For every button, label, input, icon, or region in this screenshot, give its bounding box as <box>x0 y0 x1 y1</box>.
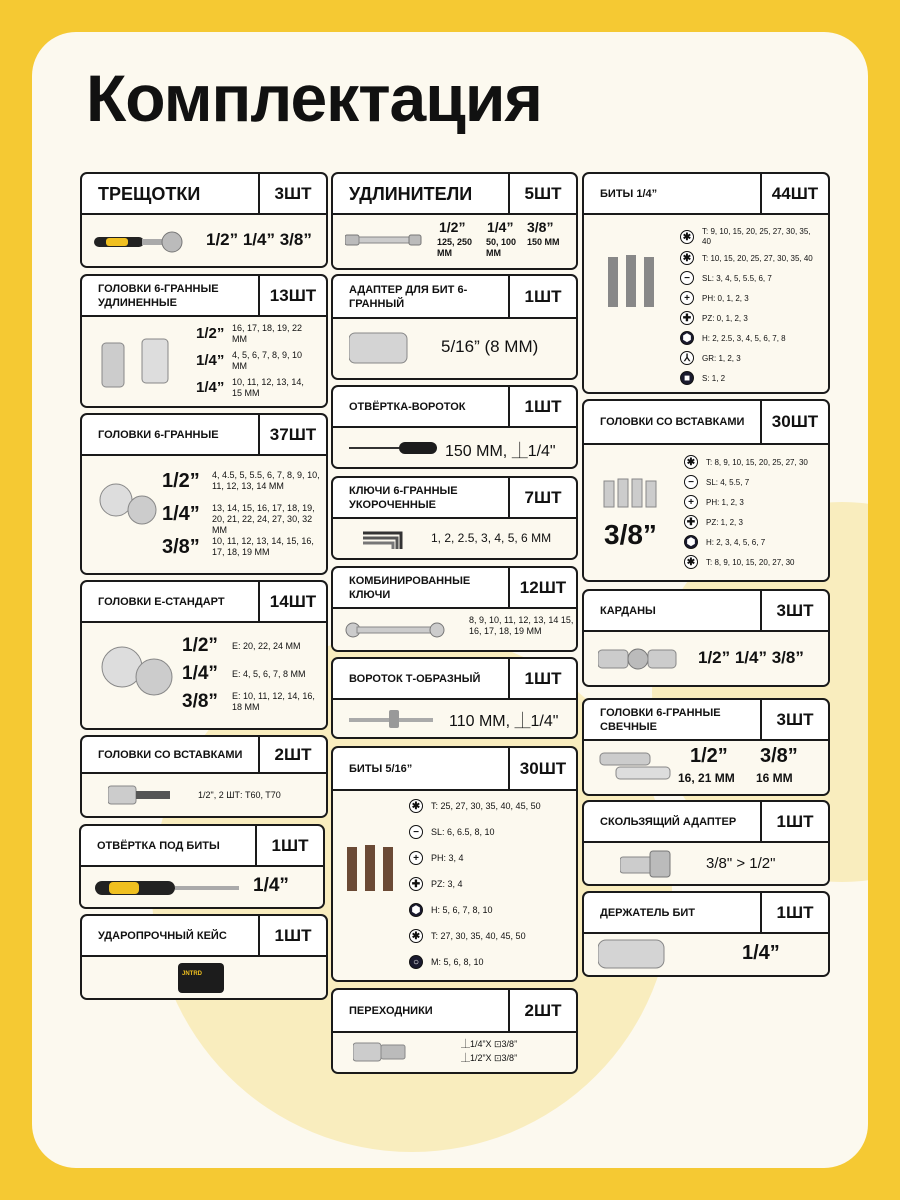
size-label: 3/8” <box>182 691 218 712</box>
bit-socket-text: 1/2", 2 ШТ: T60, T70 <box>198 790 281 800</box>
screwdriver-icon <box>95 877 241 899</box>
card-qty: 1ШТ <box>508 276 576 317</box>
slot-icon: − <box>680 271 694 285</box>
card-bit-adapter <box>331 274 578 380</box>
slide-adapter-size: 3/8" > 1/2" <box>706 855 776 872</box>
card-title: КЛЮЧИ 6-ГРАННЫЕ УКОРОЧЕННЫЕ <box>349 484 458 511</box>
card-slide-adapter <box>582 800 830 886</box>
card-qty: 1ШТ <box>760 802 828 841</box>
size-label: 1/2” <box>196 325 225 342</box>
bit-row-text: T: 25, 27, 30, 35, 40, 45, 50 <box>431 801 541 811</box>
card-spark-sockets <box>582 698 830 796</box>
size-values: E: 20, 22, 24 ММ <box>232 641 301 651</box>
card-title: УДАРОПРОЧНЫЙ КЕЙС <box>98 929 227 942</box>
card-long-sockets <box>80 274 328 408</box>
ratchet-sizes: 1/2” 1/4” 3/8” <box>206 230 312 249</box>
card-qty: 1ШТ <box>255 826 323 865</box>
screwdriver-size: 1/4” <box>253 875 289 896</box>
size-label: 1/4” <box>162 503 200 525</box>
card-case <box>80 914 328 1000</box>
bit-row-text: PH: 1, 2, 3 <box>706 497 744 507</box>
bit-row-text: M: 5, 6, 8, 10 <box>431 957 484 967</box>
card-title: ОТВЁРТКА-ВОРОТОК <box>349 400 466 413</box>
size-values: 10, 11, 12, 13, 14, 15 ММ <box>232 377 304 398</box>
card-title: БИТЫ 1/4” <box>600 187 658 200</box>
bit-sockets-icon <box>602 471 658 511</box>
card-title: ПЕРЕХОДНИКИ <box>349 1004 433 1017</box>
size-label: 1/4” <box>182 663 218 684</box>
e-socket-icon <box>96 645 184 697</box>
card-title: КАРДАНЫ <box>600 604 656 617</box>
card-title: УДЛИНИТЕЛИ <box>349 183 473 204</box>
t-handle-size: 110 ММ, ⏊1/4" <box>449 713 559 730</box>
hex-keys-sizes: 1, 2, 2.5, 3, 4, 5, 6 ММ <box>431 531 552 545</box>
t-handle-icon <box>349 708 435 730</box>
size-label: 1/2” <box>162 470 200 492</box>
bit-row <box>684 555 795 569</box>
card-spinner <box>331 385 578 469</box>
bit-row <box>680 271 772 285</box>
adapter-row: ⏊1/4”X ⊡3/8” <box>461 1039 518 1049</box>
hex-icon: ⬢ <box>409 903 423 917</box>
universal-joint-icon <box>598 642 678 676</box>
bit-row <box>684 495 744 509</box>
socket-icon <box>96 482 162 526</box>
hex-keys-icon <box>361 527 411 551</box>
bit-row <box>409 955 484 969</box>
card-bit-sockets-small <box>80 735 328 818</box>
bit-row <box>680 291 749 305</box>
card-title: ГОЛОВКИ СО ВСТАВКАМИ <box>98 748 243 761</box>
card-qty: 1ШТ <box>760 893 828 932</box>
card-title: КОМБИНИРОВАННЫЕ КЛЮЧИ <box>349 574 471 601</box>
slot-icon: − <box>684 475 698 489</box>
bit-row-text: T: 10, 15, 20, 25, 27, 30, 35, 40 <box>702 253 813 263</box>
size-label: 1/4” <box>487 219 514 235</box>
card-qty: 13ШТ <box>258 276 326 315</box>
bit-holder-icon <box>598 938 668 970</box>
bit-holder-size: 1/4” <box>742 942 780 964</box>
card-title: ГОЛОВКИ 6-ГРАННЫЕ <box>98 428 219 441</box>
card-sockets <box>80 413 328 575</box>
adapter-icon <box>349 329 409 367</box>
card-qty: 1ШТ <box>258 916 326 955</box>
card-title: ГОЛОВКИ СО ВСТАВКАМИ <box>600 416 745 428</box>
card-ratchets <box>80 172 328 268</box>
card-title: ОТВЁРТКА ПОД БИТЫ <box>97 839 220 852</box>
card-title: СКОЛЬЗЯЩИЙ АДАПТЕР <box>600 815 737 828</box>
card-bit-holder <box>582 891 830 977</box>
card-qty: 30ШТ <box>760 401 828 443</box>
card-title: ТРЕЩОТКИ <box>98 183 201 204</box>
size-label: 1/2” <box>439 219 466 235</box>
adapter-size: 5/16” (8 ММ) <box>441 337 539 356</box>
card-title: ГОЛОВКИ Е-СТАНДАРТ <box>98 595 225 608</box>
card-qty: 3ШТ <box>760 700 828 739</box>
bit-row-text: S: 1, 2 <box>702 373 726 383</box>
torx-icon: ✱ <box>680 230 694 244</box>
size-values: 13, 14, 15, 16, 17, 18, 19, 20, 21, 22, 24, 27, 30, 32 ММ <box>212 503 315 535</box>
long-socket-icon <box>96 335 176 391</box>
torx-icon: ✱ <box>409 799 423 813</box>
card-title: ГОЛОВКИ 6-ГРАННЫЕ УДЛИНЕННЫЕ <box>98 282 219 309</box>
bit-row <box>684 455 808 469</box>
bit-row <box>409 877 463 891</box>
bit-row <box>684 515 743 529</box>
bit-row <box>680 311 748 325</box>
card-qty: 1ШТ <box>508 659 576 698</box>
size-values: 16, 21 ММ <box>678 771 735 785</box>
combo-sizes: 8, 9, 10, 11, 12, 13, 14 15, 16, 17, 18, 19 ММ <box>469 615 574 636</box>
bit-row-text: PZ: 3, 4 <box>431 879 463 889</box>
ratchet-icon <box>94 229 186 253</box>
case-logo: JNTRD <box>182 971 203 977</box>
card-qty: 2ШТ <box>508 990 576 1031</box>
pozidriv-icon: ✚ <box>680 311 694 325</box>
size-label: 1/4” <box>196 352 225 369</box>
card-title: ДЕРЖАТЕЛЬ БИТ <box>600 906 695 919</box>
adapter-pair-icon <box>353 1039 409 1065</box>
card-t-handle <box>331 657 578 739</box>
slot-icon: − <box>409 825 423 839</box>
size-values: 4, 5, 6, 7, 8, 9, 10 ММ <box>232 350 303 371</box>
card-title: БИТЫ 5/16” <box>349 762 413 775</box>
card-joints <box>582 589 830 687</box>
card-bits-14 <box>582 172 830 394</box>
card-bit-sockets <box>582 399 830 582</box>
phillips-icon: + <box>680 291 694 305</box>
size-label: 1/2” <box>690 745 728 767</box>
extension-icon <box>345 233 423 247</box>
card-qty: 5ШТ <box>508 174 576 213</box>
bit-row-text: GR: 1, 2, 3 <box>702 353 741 363</box>
size-values: 125, 250 ММ <box>437 237 473 258</box>
card-qty: 37ШТ <box>258 415 326 454</box>
bit-row <box>680 251 813 265</box>
bit-sockets-size: 3/8” <box>604 519 657 550</box>
joint-sizes: 1/2” 1/4” 3/8” <box>698 648 804 667</box>
spline-icon: ○ <box>409 955 423 969</box>
bits-icon <box>345 843 397 893</box>
card-qty: 44ШТ <box>760 174 828 213</box>
card-qty: 30ШТ <box>508 748 576 789</box>
size-label: 3/8” <box>162 536 200 558</box>
bit-row-text: PH: 3, 4 <box>431 853 464 863</box>
page-title: Комплектация <box>86 61 542 135</box>
size-label: 1/4” <box>196 379 225 396</box>
bit-row-text: PZ: 1, 2, 3 <box>706 517 743 527</box>
size-label: 1/2” <box>182 635 218 656</box>
bit-row <box>409 851 464 865</box>
hex-icon: ⬢ <box>680 331 694 345</box>
card-qty: 14ШТ <box>258 582 326 621</box>
card-qty: 1ШТ <box>508 387 576 426</box>
size-values: 50, 100 ММ <box>486 237 517 258</box>
bit-row-text: T: 27, 30, 35, 40, 45, 50 <box>431 931 526 941</box>
size-values: 10, 11, 12, 13, 14, 15, 16, 17, 18, 19 ММ <box>212 536 314 557</box>
bit-row-text: T: 9, 10, 15, 20, 25, 27, 30, 35, 40 <box>702 227 811 246</box>
phillips-icon: + <box>409 851 423 865</box>
bit-row-text: SL: 4, 5.5, 7 <box>706 477 750 487</box>
bit-row <box>409 799 541 813</box>
card-qty: 12ШТ <box>508 568 576 607</box>
tri-wing-icon: ⅄ <box>680 351 694 365</box>
size-values: E: 4, 5, 6, 7, 8 ММ <box>232 669 306 679</box>
card-combo-wrenches <box>331 566 578 652</box>
bit-row <box>409 825 495 839</box>
square-icon: ■ <box>680 371 694 385</box>
bit-row-text: H: 2, 3, 4, 5, 6, 7 <box>706 537 766 547</box>
card-title: АДАПТЕР ДЛЯ БИТ 6-ГРАННЫЙ <box>349 283 468 310</box>
bit-row <box>684 475 749 489</box>
spinner-size: 150 ММ, ⏊1/4" <box>445 443 556 460</box>
bit-row-text: SL: 6, 6.5, 8, 10 <box>431 827 495 837</box>
size-values: 4, 4.5, 5, 5.5, 6, 7, 8, 9, 10, 11, 12, 13, 14 ММ <box>212 470 320 491</box>
bit-row <box>680 227 812 247</box>
slide-adapter-icon <box>620 849 674 879</box>
size-values: 150 ММ <box>527 237 560 247</box>
bits-icon <box>604 253 660 313</box>
size-values: E: 10, 11, 12, 14, 16, 18 ММ <box>232 691 315 712</box>
pozidriv-icon: ✚ <box>684 515 698 529</box>
card-extensions <box>331 172 578 270</box>
bit-row <box>680 351 741 365</box>
bit-row <box>680 331 786 345</box>
wrench-icon <box>345 621 445 639</box>
card-title: ВОРОТОК Т-ОБРАЗНЫЙ <box>349 672 481 685</box>
card-bit-screwdriver <box>79 824 325 909</box>
pozidriv-icon: ✚ <box>409 877 423 891</box>
card-title: ГОЛОВКИ 6-ГРАННЫЕ СВЕЧНЫЕ <box>600 706 721 733</box>
bit-row-text: T: 8, 9, 10, 15, 20, 27, 30 <box>706 557 795 567</box>
torx-icon: ✱ <box>409 929 423 943</box>
card-qty: 3ШТ <box>760 591 828 630</box>
adapter-row: ⏊1/2”X ⊡3/8” <box>461 1053 518 1063</box>
torx-icon: ✱ <box>684 555 698 569</box>
bit-row-text: PZ: 0, 1, 2, 3 <box>702 313 748 323</box>
torx-icon: ✱ <box>684 455 698 469</box>
bit-row <box>409 903 493 917</box>
bit-row-text: H: 2, 2.5, 3, 4, 5, 6, 7, 8 <box>702 333 786 343</box>
card-e-sockets <box>80 580 328 730</box>
card-qty: 3ШТ <box>258 174 326 213</box>
card-qty: 7ШТ <box>508 478 576 517</box>
phillips-icon: + <box>684 495 698 509</box>
hex-icon: ⬢ <box>684 535 698 549</box>
card-hex-keys <box>331 476 578 560</box>
size-label: 3/8” <box>760 745 798 767</box>
bit-row-text: PH: 0, 1, 2, 3 <box>702 293 749 303</box>
bit-row <box>409 929 526 943</box>
bit-row-text: T: 8, 9, 10, 15, 20, 25, 27, 30 <box>706 457 808 467</box>
card-adapters <box>331 988 578 1074</box>
bit-socket-icon <box>108 784 172 806</box>
size-values: 16, 17, 18, 19, 22 ММ <box>232 323 303 344</box>
spinner-icon <box>349 440 439 456</box>
bit-row-text: H: 5, 6, 7, 8, 10 <box>431 905 493 915</box>
card-bits-516 <box>331 746 578 982</box>
size-label: 3/8” <box>527 219 554 235</box>
size-values: 16 ММ <box>756 771 793 785</box>
torx-icon: ✱ <box>680 251 694 265</box>
spark-socket-icon <box>598 749 678 783</box>
bit-row <box>680 371 725 385</box>
bit-row <box>684 535 765 549</box>
card-qty: 2ШТ <box>258 737 326 772</box>
bit-row-text: SL: 3, 4, 5, 5.5, 6, 7 <box>702 273 772 283</box>
